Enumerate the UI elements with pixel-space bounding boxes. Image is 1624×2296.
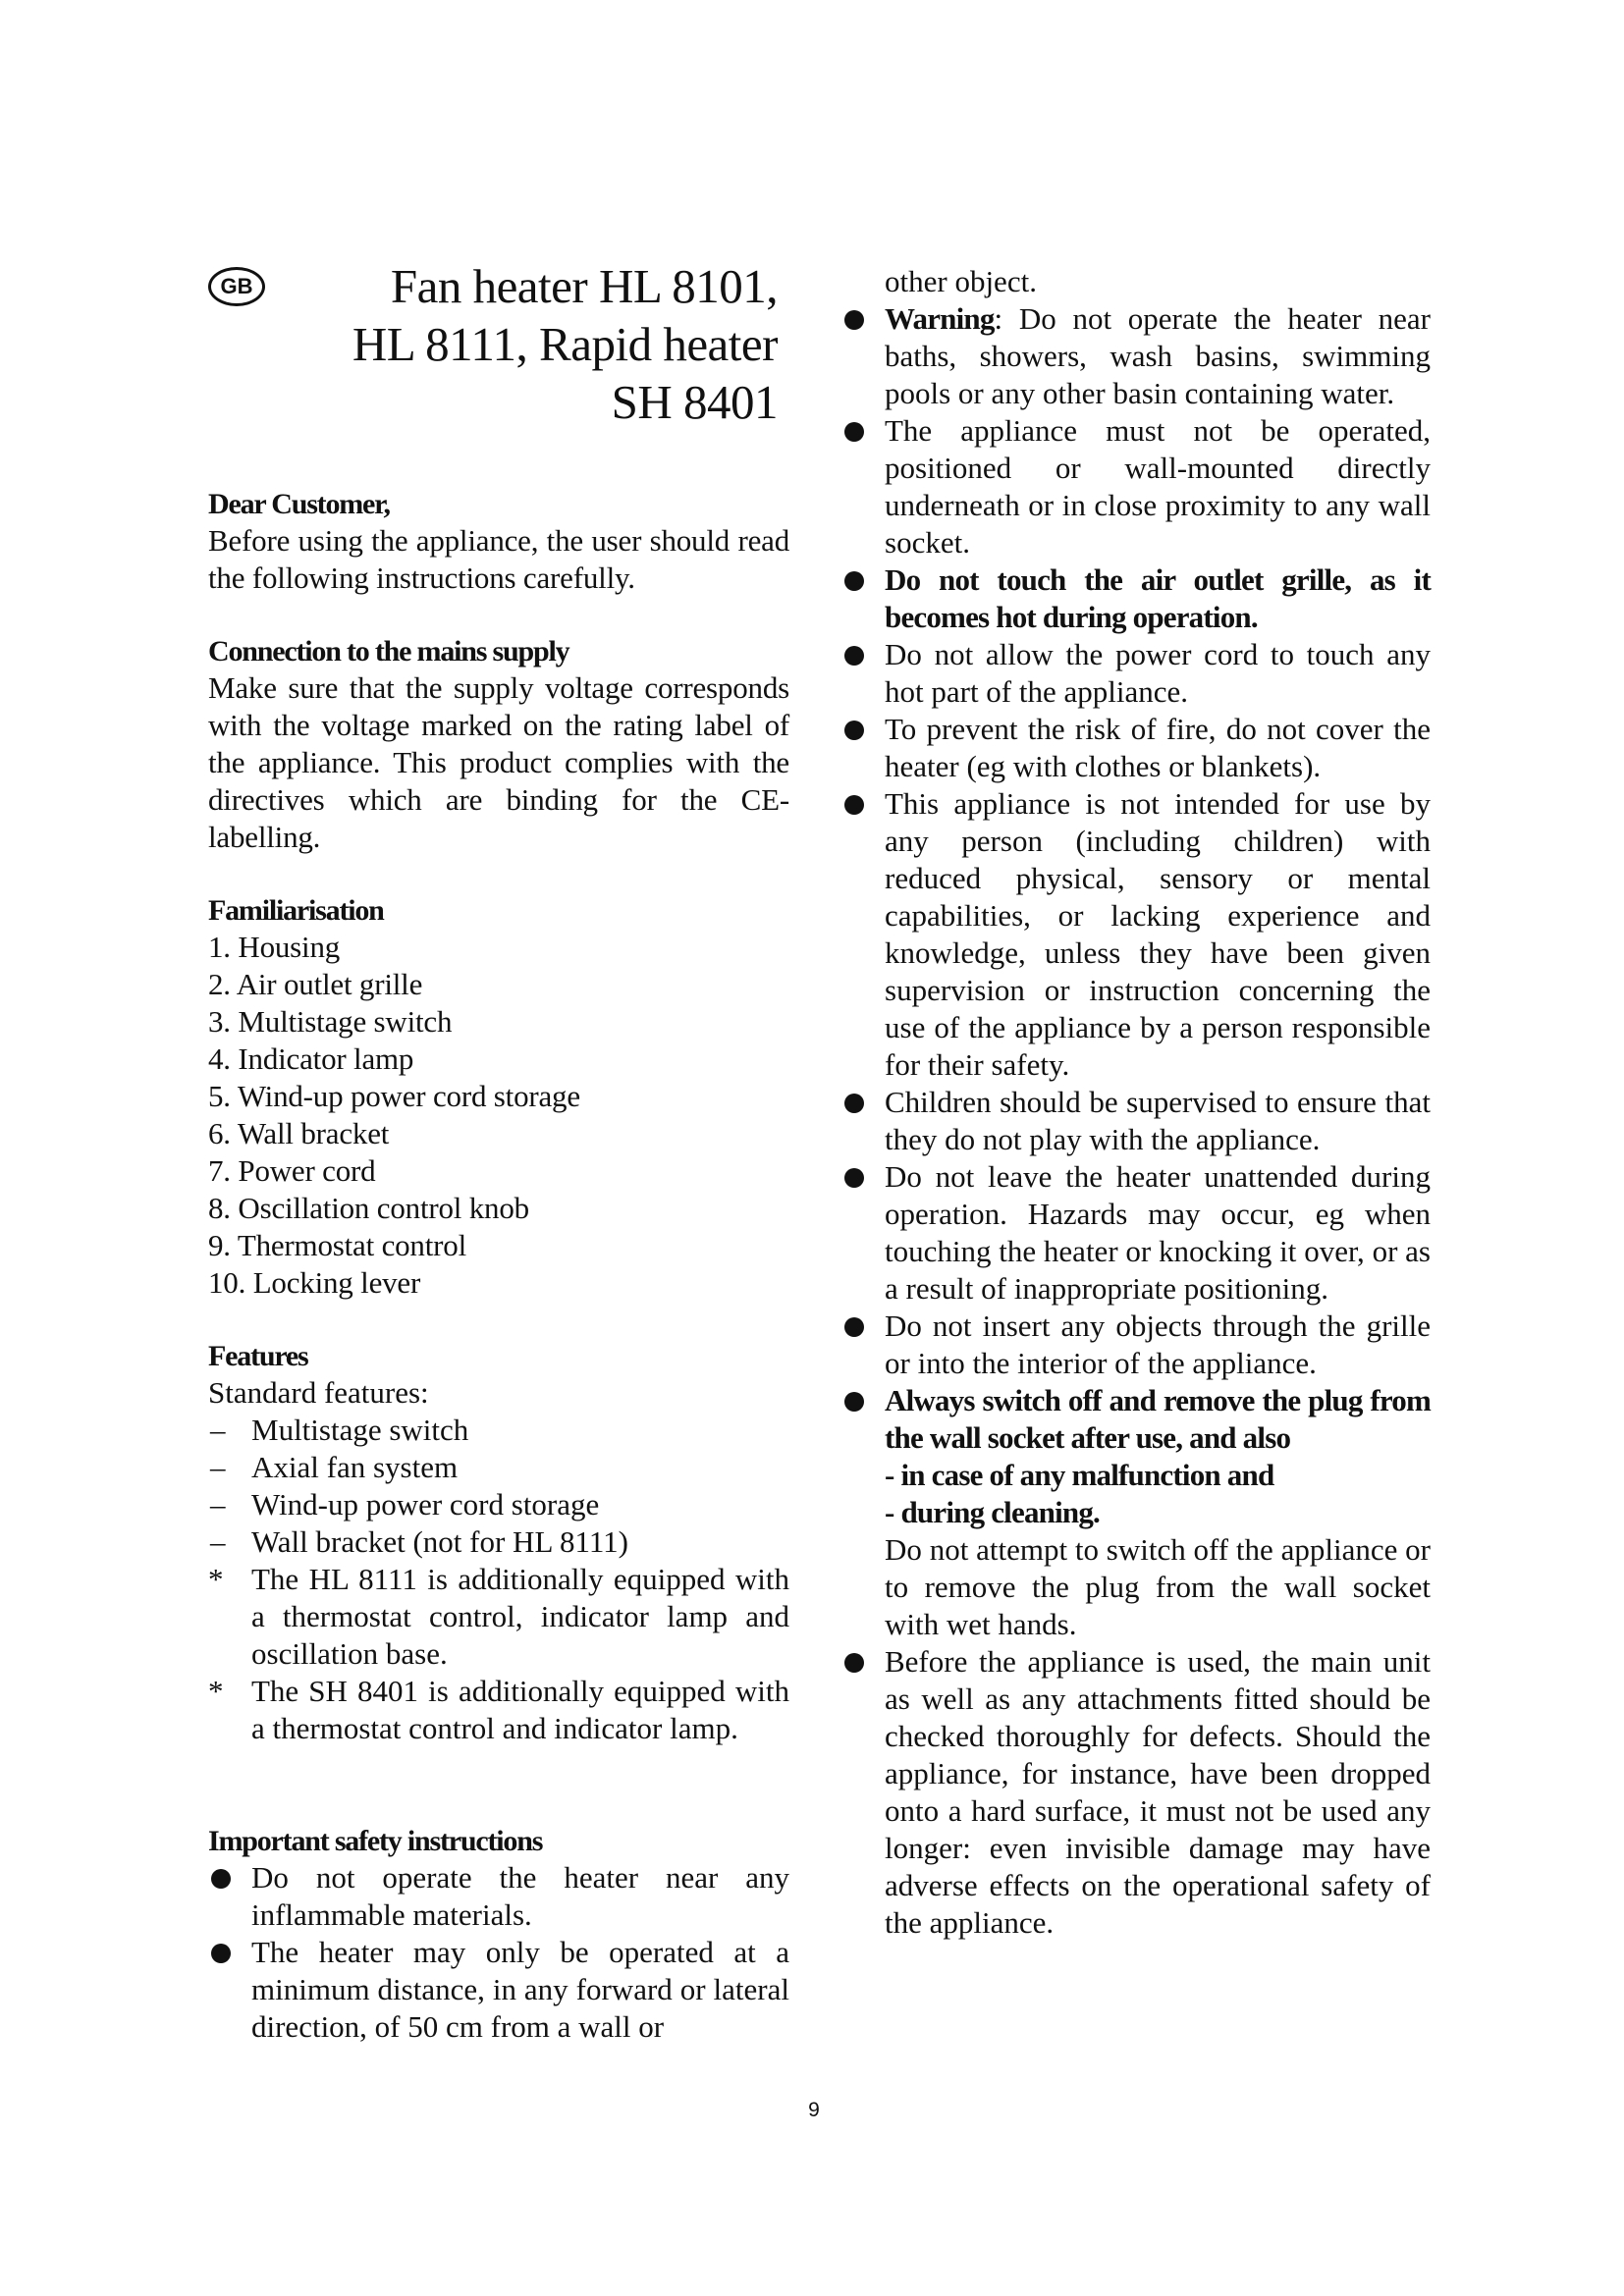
list-item: Warning: Do not operate the heater near baths, showers, wash basins, swimming pools or any other basin containing water. xyxy=(841,300,1431,412)
bullet-icon xyxy=(844,721,864,740)
bullet-icon xyxy=(844,1094,864,1113)
list-item: 10. Locking lever xyxy=(208,1265,421,1300)
bullet-icon xyxy=(211,1869,231,1889)
list-item: 9. Thermostat control xyxy=(208,1228,466,1262)
list-item: 5. Wind-up power cord storage xyxy=(208,1079,580,1113)
bullet-icon xyxy=(844,422,864,442)
bullet-icon xyxy=(844,1168,864,1188)
safety-section-left xyxy=(208,1824,789,2046)
features-intro: Standard features: xyxy=(208,1375,429,1410)
connection-section xyxy=(208,634,789,856)
intro-text: Before using the appliance, the user should read the following instructions carefully. xyxy=(208,523,789,595)
bullet-icon xyxy=(844,1653,864,1673)
title-line-3: SH 8401 xyxy=(611,375,778,429)
list-item: 2. Air outlet grille xyxy=(208,967,423,1001)
list-item: Do not allow the power cord to touch any hot part of the appliance. xyxy=(841,636,1431,711)
asterisk-marker: * xyxy=(208,1562,224,1596)
list-item: * The HL 8111 is additionally equipped with a thermostat control, indicator lamp and oscillation base. xyxy=(208,1562,789,1671)
bullet-icon xyxy=(211,1944,231,1963)
list-item: 6. Wall bracket xyxy=(208,1116,390,1150)
list-item: – Wind-up power cord storage xyxy=(210,1487,600,1522)
list-item: The heater may only be operated at a minimum distance, in any forward or lateral direction, of 50 cm from a wall or xyxy=(208,1934,789,2046)
bullet-icon xyxy=(844,1392,864,1412)
bullet-icon xyxy=(844,571,864,591)
bullet-icon xyxy=(844,646,864,666)
continuation-text: other object. xyxy=(885,264,1037,298)
list-item: Children should be supervised to ensure that they do not play with the appliance. xyxy=(841,1084,1431,1158)
dash-marker: – xyxy=(210,1487,226,1522)
list-item: This appliance is not intended for use by any person (including children) with reduced physical, sensory or mental capabilities, or lacking experience and knowledge, unless they have been given supervision or instruction concerning the use of the appliance by a person responsible for their safety. xyxy=(841,785,1431,1084)
list-item: 8. Oscillation control knob xyxy=(208,1191,529,1225)
features-section xyxy=(208,1339,789,1747)
familiarisation-section xyxy=(208,893,789,1302)
country-badge: GB xyxy=(208,267,265,306)
safety-section-right xyxy=(841,263,1431,1942)
familiarisation-heading: Familiarisation xyxy=(208,894,384,927)
asterisk-marker: * xyxy=(208,1674,224,1708)
parts-list xyxy=(208,929,789,1302)
list-item: * The SH 8401 is additionally equipped with a thermostat control and indicator lamp. xyxy=(208,1674,789,1745)
list-item: 4. Indicator lamp xyxy=(208,1041,414,1076)
list-item: – Multistage switch xyxy=(210,1413,469,1447)
list-item: Do not leave the heater unattended during operation. Hazards may occur, eg when touching the heater or knocking it over, or as a result of inappropriate positioning. xyxy=(841,1158,1431,1308)
bullet-icon xyxy=(844,310,864,330)
bullet-icon xyxy=(844,1317,864,1337)
list-item: Do not touch the air outlet grille, as it becomes hot during operation. xyxy=(841,561,1431,636)
list-item: The appliance must not be operated, positioned or wall-mounted directly underneath or in close proximity to any wall socket. xyxy=(841,412,1431,561)
title-line-2: HL 8111, Rapid heater xyxy=(352,317,778,371)
title-line-1: Fan heater HL 8101, xyxy=(390,259,778,313)
bullet-icon xyxy=(844,795,864,815)
list-item: – Wall bracket (not for HL 8111) xyxy=(210,1524,629,1559)
list-item: Before the appliance is used, the main unit as well as any attachments fitted should be checked thoroughly for defects. Should the appliance, for instance, have been dropped onto a hard surface, it must not be used any longer: even invisible damage may have adverse effects on the operational safety of the appliance. xyxy=(841,1643,1431,1942)
list-item: 3. Multistage switch xyxy=(208,1004,453,1039)
intro-heading: Dear Customer, xyxy=(208,488,390,520)
list-item: – Axial fan system xyxy=(210,1450,459,1484)
page-title xyxy=(295,257,778,431)
safety-heading: Important safety instructions xyxy=(208,1825,543,1857)
list-item: Always switch off and remove the plug from the wall socket after use, and also - in case of any malfunction and - during cleaning. Do not attempt to switch off the appliance or to remove the plug from the wall socket with wet hands. xyxy=(841,1382,1431,1643)
dash-marker: – xyxy=(210,1413,226,1447)
connection-text: Make sure that the supply voltage corresponds with the voltage marked on the rating label of the appliance. This product complies with the directives which are binding for the CE-labelling. xyxy=(208,670,789,854)
list-item: 1. Housing xyxy=(208,930,341,964)
list-item: 7. Power cord xyxy=(208,1153,376,1188)
list-item: Do not insert any objects through the grille or into the interior of the appliance. xyxy=(841,1308,1431,1382)
page-number: 9 xyxy=(808,2099,820,2121)
features-heading: Features xyxy=(208,1340,308,1372)
connection-heading: Connection to the mains supply xyxy=(208,635,569,667)
dash-marker: – xyxy=(210,1450,226,1484)
intro-section xyxy=(208,487,789,597)
list-item: To prevent the risk of fire, do not cover the heater (eg with clothes or blankets). xyxy=(841,711,1431,785)
list-item: Do not operate the heater near any inflammable materials. xyxy=(208,1859,789,1934)
warning-label: Warning xyxy=(885,301,995,336)
dash-marker: – xyxy=(210,1524,226,1559)
